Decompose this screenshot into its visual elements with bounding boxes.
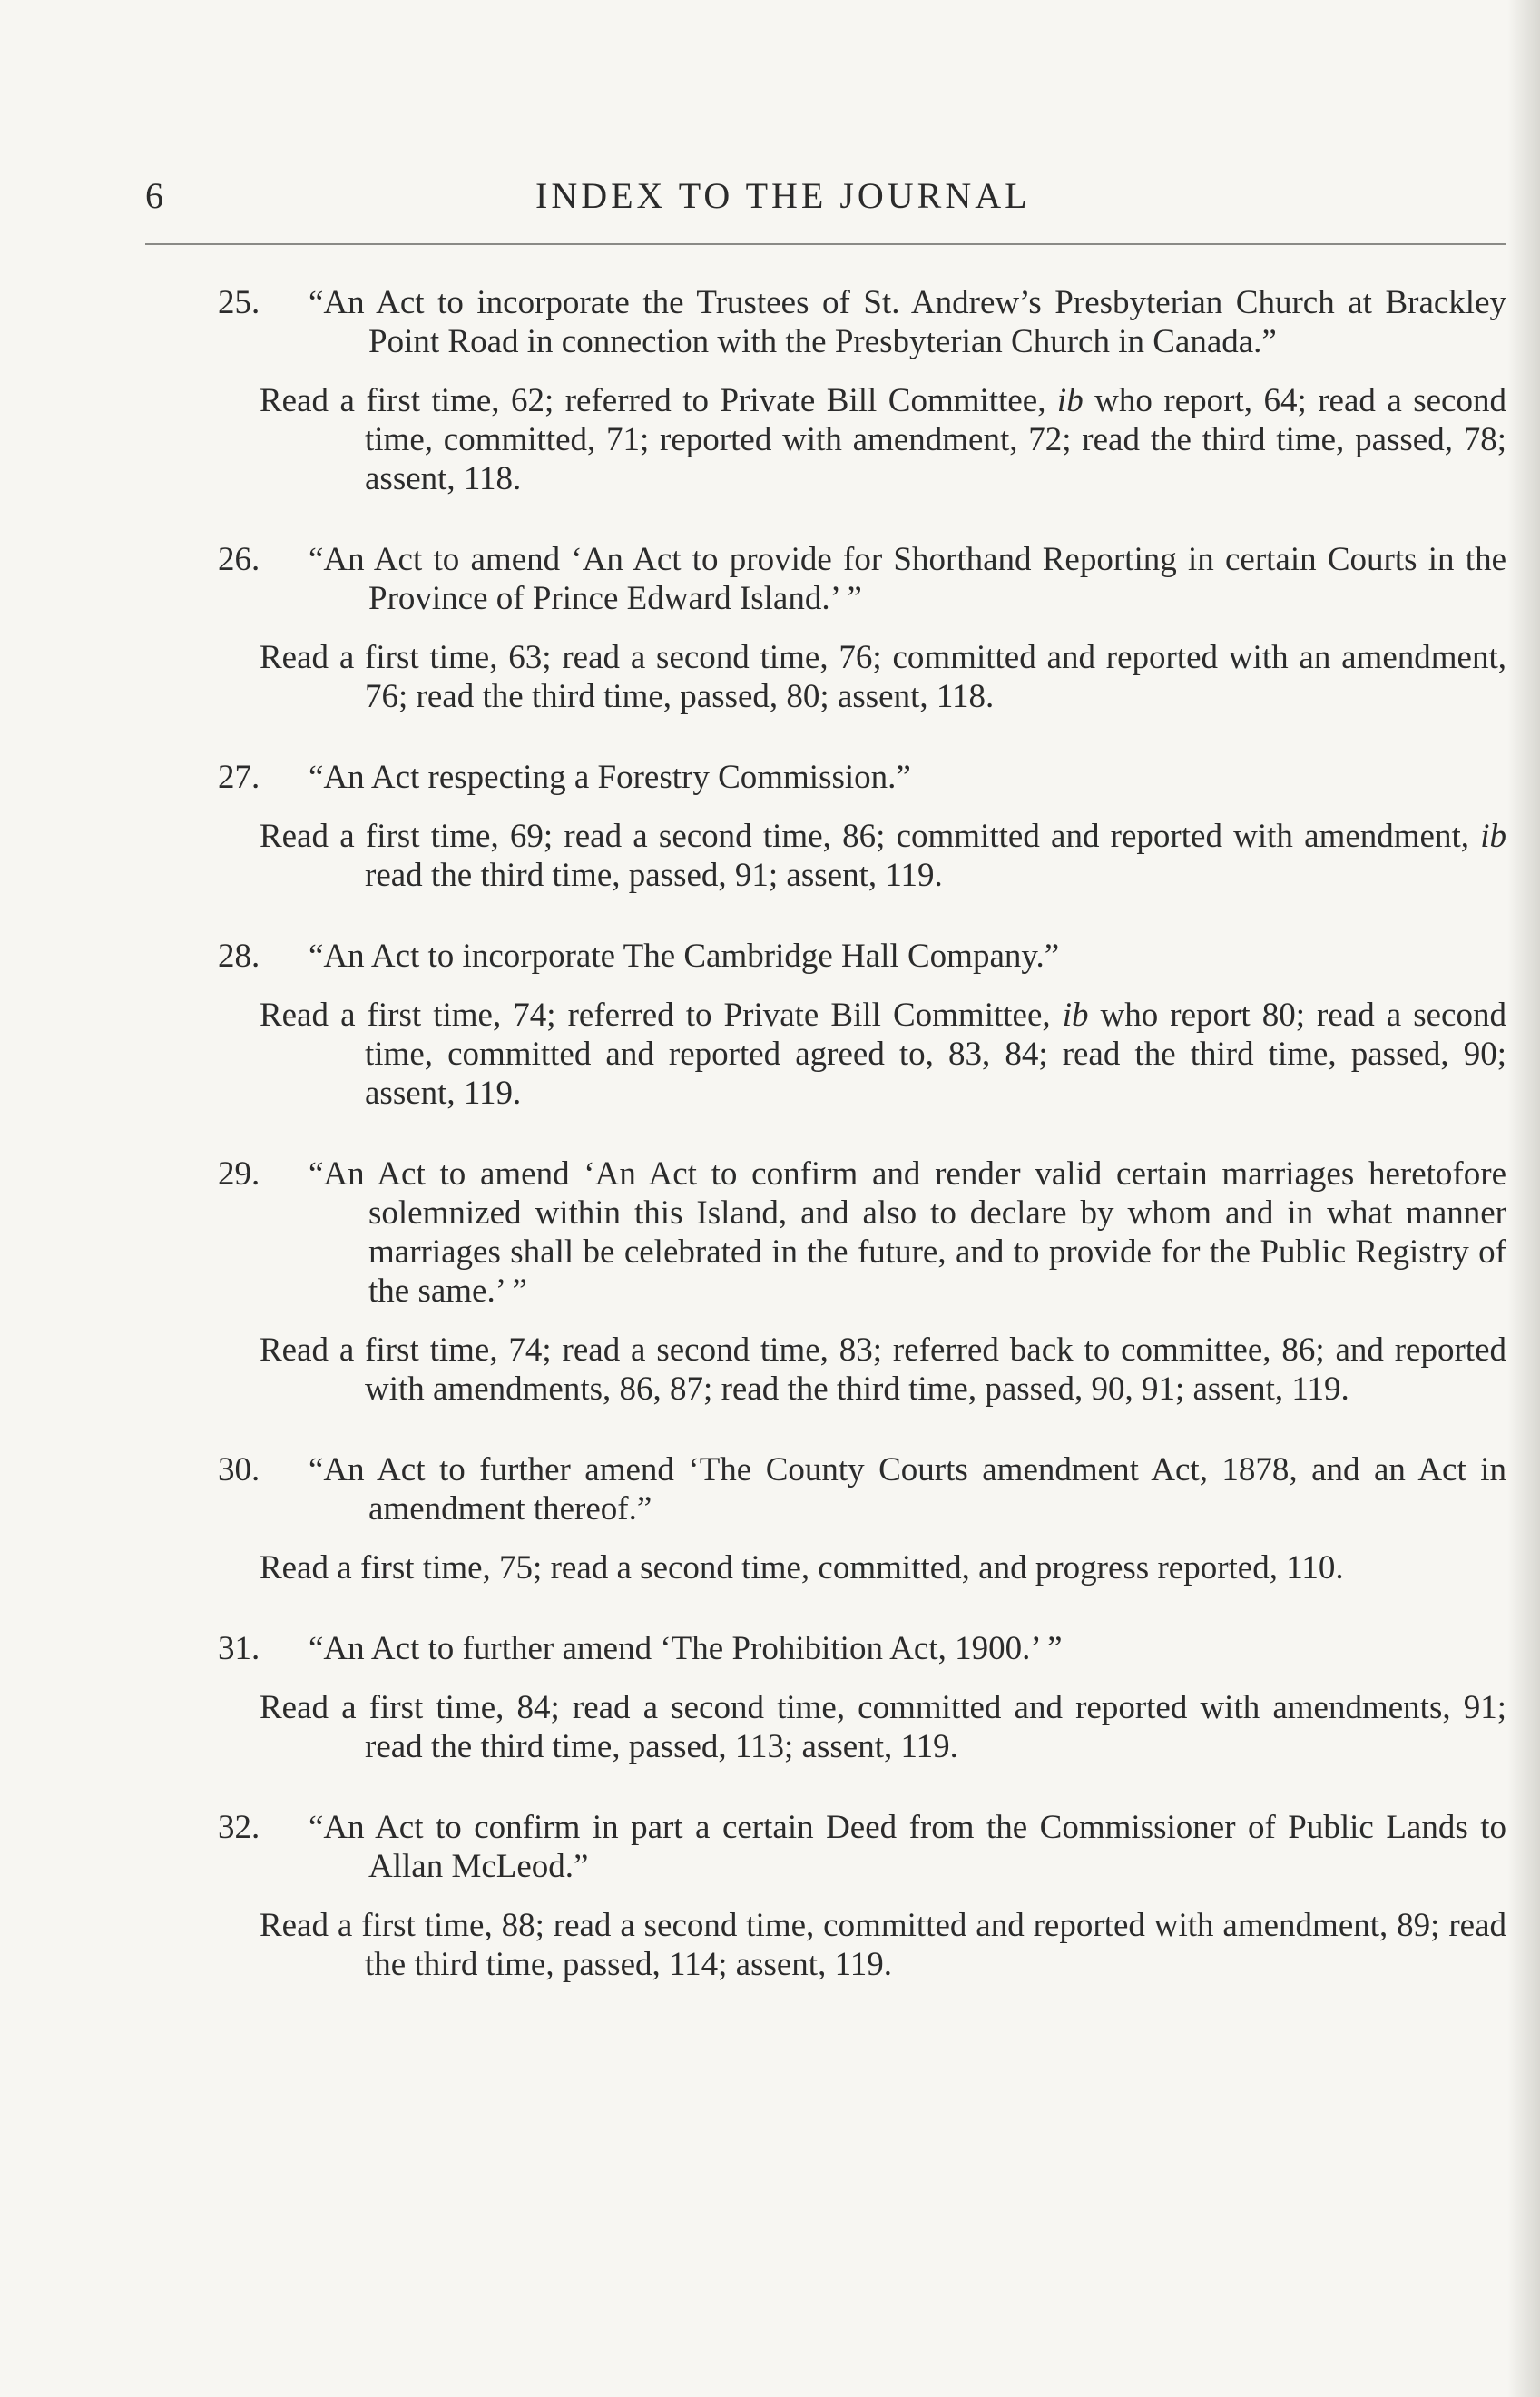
bill-title-line: “An Act to incorporate The Cambridge Hall Company.” — [309, 938, 1060, 975]
page-edge-shadow — [1507, 0, 1540, 2397]
bill-history: Read a first time, 74; read a second time, 83; referred back to committee, 86; and reported with amendments, 86, 87; read the third time, passed, 90, 91; assent, 119. — [260, 1331, 1506, 1408]
bill-entry-32 — [218, 1808, 1506, 1984]
bill-title — [218, 1629, 1506, 1668]
bill-number: 32. — [218, 1809, 260, 1846]
bill-number: 29. — [218, 1155, 260, 1193]
bill-title-line: “An Act respecting a Forestry Commission.” — [309, 759, 911, 796]
bill-number: 30. — [218, 1451, 260, 1488]
bill-entry-26 — [218, 540, 1506, 716]
bill-history: Read a first time, 75; read a second time, committed, and progress reported, 110. — [260, 1549, 1344, 1587]
bill-number: 26. — [218, 541, 260, 578]
bill-title — [218, 1808, 1506, 1886]
bill-title-text — [309, 937, 1506, 976]
bill-title — [218, 283, 1506, 361]
bill-entry-27 — [218, 758, 1506, 895]
bill-history: Read a first time, 84; read a second time, committed and reported with amendments, 91; read the third time, passed, 113; assent, 119. — [260, 1689, 1506, 1765]
ibid-abbreviation: ib — [1480, 818, 1506, 855]
bill-title-line: “An Act to further amend ‘The County Courts amendment Act, 1878, and an Act in amendment thereof.” — [309, 1451, 1506, 1528]
bill-title — [218, 758, 1506, 797]
bill-title-text — [309, 1808, 1506, 1886]
bill-title — [218, 540, 1506, 618]
bill-number: 31. — [218, 1630, 260, 1667]
bill-title-text — [309, 540, 1506, 618]
running-head: INDEX TO THE JOURNAL — [535, 175, 1031, 216]
bill-title-text — [309, 1629, 1506, 1668]
bill-title — [218, 937, 1506, 976]
bill-history: Read a first time, 69; read a second time, 86; committed and reported with amendment, ib read the third time, passed, 91; assent, 119. — [260, 818, 1506, 894]
bill-title-line: “An Act to amend ‘An Act to confirm and render valid certain marriages heretofore solemnized within this Island, and also to declare by whom and in what manner marriages shall be celebrated in the future, and to provide for the Public Registry of the same.’ ” — [309, 1155, 1506, 1310]
bill-entry-31 — [218, 1629, 1506, 1766]
bill-entry-25 — [218, 283, 1506, 498]
bill-title — [218, 1450, 1506, 1528]
bill-title-line: “An Act to amend ‘An Act to provide for Shorthand Reporting in certain Courts in the Province of Prince Edward Island.’ ” — [309, 541, 1506, 617]
bill-history: Read a first time, 63; read a second time, 76; committed and reported with an amendment, 76; read the third time, passed, 80; assent, 118. — [260, 639, 1506, 715]
ibid-abbreviation: ib — [1062, 997, 1089, 1034]
ibid-abbreviation: ib — [1056, 382, 1084, 419]
bill-entries — [218, 283, 1506, 2026]
bill-title-text — [309, 283, 1506, 361]
bill-history: Read a first time, 62; referred to Private Bill Committee, ib who report, 64; read a second time, committed, 71; reported with amendment, 72; read the third time, passed, 78; assent, 118. — [260, 382, 1506, 497]
bill-history: Read a first time, 74; referred to Private Bill Committee, ib who report 80; read a second time, committed and reported agreed to, 83, 84; read the third time, passed, 90; assent, 119. — [260, 997, 1506, 1112]
bill-title-line: “An Act to further amend ‘The Prohibition Act, 1900.’ ” — [309, 1630, 1063, 1667]
bill-title-text — [309, 1450, 1506, 1528]
bill-title-text — [309, 1154, 1506, 1311]
bill-entry-28 — [218, 937, 1506, 1113]
page-number: 6 — [145, 175, 164, 216]
bill-number: 25. — [218, 284, 260, 321]
bill-history: Read a first time, 88; read a second time, committed and reported with amendment, 89; read the third time, passed, 114; assent, 119. — [260, 1907, 1506, 1983]
bill-title-text — [309, 758, 1506, 797]
bill-entry-30 — [218, 1450, 1506, 1587]
bill-title-line: “An Act to confirm in part a certain Deed from the Commissioner of Public Lands to Allan McLeod.” — [309, 1809, 1506, 1885]
bill-number: 28. — [218, 938, 260, 975]
bill-title-line: “An Act to incorporate the Trustees of St. Andrew’s Presbyterian Church at Brackley Point Road in connection with the Presbyterian Church in Canada.” — [309, 284, 1506, 360]
bill-number: 27. — [218, 759, 260, 796]
page-header — [145, 174, 1506, 220]
bill-title — [218, 1154, 1506, 1311]
header-rule — [145, 243, 1506, 245]
bill-entry-29 — [218, 1154, 1506, 1409]
